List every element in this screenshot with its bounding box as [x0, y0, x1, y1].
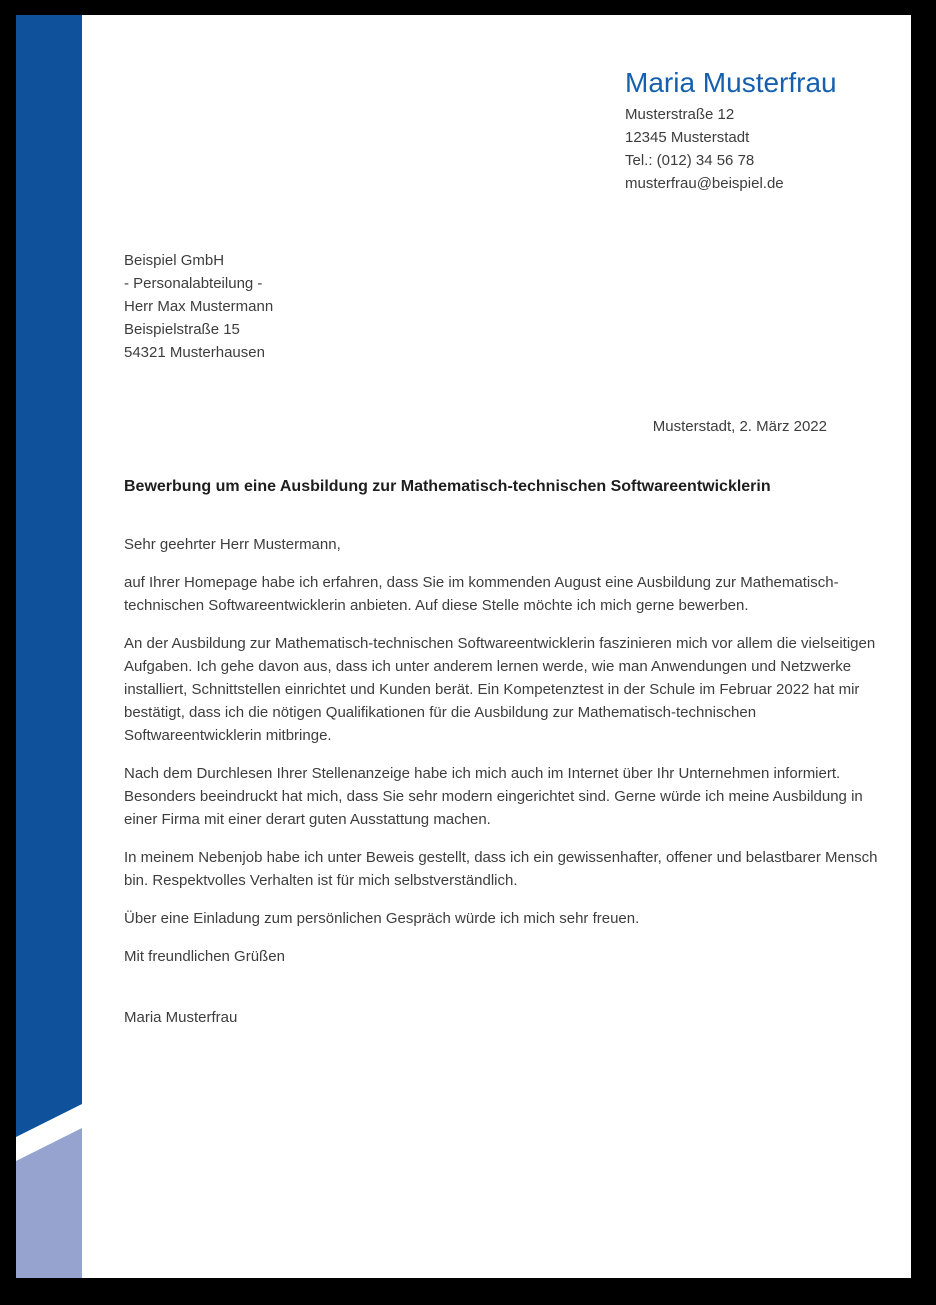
recipient-city: 54321 Musterhausen [124, 344, 265, 361]
sender-name: Maria Musterfrau [625, 67, 837, 98]
sender-email: musterfrau@beispiel.de [625, 175, 784, 192]
accent-stripe [16, 15, 82, 1278]
paragraph: auf Ihrer Homepage habe ich erfahren, dass Sie im kommenden August eine Ausbildung zur Mathematisch-technischen Softwareentwicklerin anbieten. Auf diese Stelle möchte ich mich gerne bewerben. [124, 574, 839, 614]
sender-block [625, 65, 895, 195]
accent-stripe-dark-segment [16, 15, 82, 1278]
paragraph: In meinem Nebenjob habe ich unter Beweis gestellt, dass ich ein gewissenhafter, offener und belastbarer Mensch bin. Respektvolles Verhalten ist für mich selbstverständlich. [124, 849, 878, 889]
recipient-street: Beispielstraße 15 [124, 321, 240, 338]
sender-city: 12345 Musterstadt [625, 129, 750, 146]
letter-page [16, 15, 911, 1278]
closing-phrase: Mit freundlichen Grüßen [124, 948, 285, 965]
recipient-company: Beispiel GmbH [124, 252, 225, 269]
signature-name: Maria Musterfrau [124, 1009, 238, 1026]
recipient-contact: Herr Max Mustermann [124, 298, 274, 315]
date-line: Musterstadt, 2. März 2022 [652, 418, 827, 435]
letter-body [124, 533, 886, 1044]
paragraph: Über eine Einladung zum persönlichen Gespräch würde ich mich sehr freuen. [124, 910, 640, 927]
paragraph: An der Ausbildung zur Mathematisch-technischen Softwareentwicklerin faszinieren mich vor allem die vielseitigen Aufgaben. Ich gehe davon aus, dass ich unter anderem lernen werde, wie man Anwendungen und Netzwerke installiert, Schnittstellen einrichtet und Kunden berät. Ein Kompetenztest in der Schule im Februar 2022 hat mir bestätigt, dass ich die nötigen Qualifikationen für die Ausbildung zur Mathematisch-technischen Softwareentwicklerin mitbringe. [124, 635, 876, 744]
recipient-department: - Personalabteilung - [124, 275, 263, 292]
salutation: Sehr geehrter Herr Mustermann, [124, 536, 341, 553]
sender-street: Musterstraße 12 [625, 106, 735, 123]
subject-line: Bewerbung um eine Ausbildung zur Mathematisch-technischen Softwareentwicklerin [124, 478, 771, 495]
paragraph: Nach dem Durchlesen Ihrer Stellenanzeige habe ich mich auch im Internet über Ihr Unternehmen informiert. Besonders beeindruckt hat mich, dass Sie sehr modern eingerichtet sind. Gerne würde ich meine Ausbildung in einer Firma mit einer derart guten Ausstattung machen. [124, 765, 863, 828]
recipient-block [124, 249, 273, 364]
sender-phone: Tel.: (012) 34 56 78 [625, 152, 755, 169]
